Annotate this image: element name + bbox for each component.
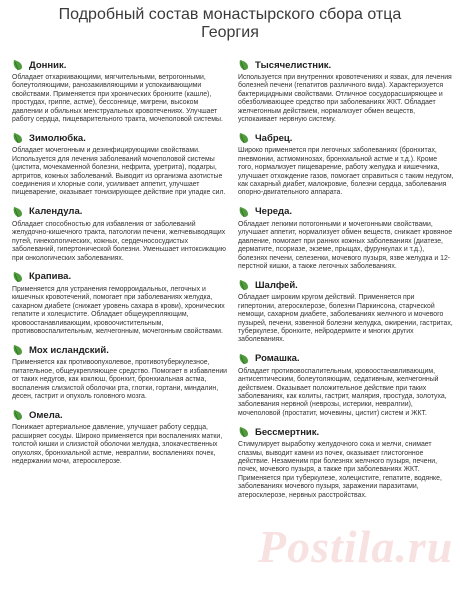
herb-card-chabrets xyxy=(238,131,454,197)
leaf-icon xyxy=(238,353,250,365)
herb-card-donnik xyxy=(12,58,228,124)
herb-description: Стимулирует выработку желудочного сока и желчи, снимает спазмы, выводит камни из почек, оказывает глистогонное действие. Незаменим при болезнях желчного пузыря, печени, почек, мочевого пузыря, а также при заболеваниях ЖКТ. Применяется при туберкулезе, холецистите, гепатите, водянке, заболеваниях мочевого пузыря, заражении паразитами, атеросклерозе, нервных расстройствах. xyxy=(238,441,442,499)
herb-description: Обладает противовоспалительным, кровоостанавливающим, антисептическим, болеутоляющим, седативным, желчегонный действием. Оказывает положительное действие при таких заболеваниях, как колиты, гастрит, малярия, простуда, золотуха, заболевания нервной (неврозы, истерики, невралгии), мочеполовой (простатит, мочевины, цистит) систем и ЖКТ. xyxy=(238,367,447,417)
leaf-icon xyxy=(238,59,250,71)
herb-card-shalfey xyxy=(238,278,454,344)
leaf-icon xyxy=(238,206,250,218)
herb-card-omela xyxy=(12,408,228,466)
leaf-icon xyxy=(12,271,24,283)
watermark: Postila.ru xyxy=(258,521,454,572)
leaf-icon xyxy=(238,279,250,291)
herb-name: Мох исландский. xyxy=(29,344,109,356)
herb-description: Используется при внутренних кровотечениях и язвах, для лечения болезней печени (гепатитов различного вида). Характеризуется бактерицидными свойствами. Отличное сосудорасширяющее и обезболивающее средство при заболеваниях ЖКТ. Обладает желчегонным действием, нормализует обмен веществ, успокаивает нервную систему. xyxy=(238,74,452,124)
herb-description: Обладает широким кругом действий. Применяется при гипертонии, атеросклерозе, болезни Паркинсона, старческой немощи, сахарном диабете, заболеваниях желчного и мочевого пузырей, печени, язвенной болезни желудка, ожирении, гастритах, туберкулезе, бронхите, нейродермите и многих других заболеваниях. xyxy=(238,294,453,344)
herb-card-zimolyubka xyxy=(12,131,228,197)
page-title xyxy=(10,6,450,42)
herb-name: Зимолюбка. xyxy=(29,132,86,144)
page-title-line-1: Подробный состав монастырского сбора отца xyxy=(58,6,402,23)
herb-card-moh xyxy=(12,343,228,401)
herb-card-tysyachelistnik xyxy=(238,58,454,124)
herb-name: Тысячелистник. xyxy=(255,59,332,71)
herb-name: Омела. xyxy=(29,409,63,421)
herb-description: Понижает артериальное давление, улучшает работу сердца, расширяет сосуды. Широко применяется при воспалениях матки, толстой кишки и слизистой оболочки желудка, злокачественных опухолях, бронхиальной астме, невралгии, воспалениях почек, недержании мочи, атеросклерозе. xyxy=(12,424,223,465)
herb-name: Шалфей. xyxy=(255,279,298,291)
leaf-icon xyxy=(238,426,250,438)
herb-card-bessmertnik xyxy=(238,425,454,500)
herb-name: Донник. xyxy=(29,59,67,71)
herb-description: Применяется как противоопухолевое, противотуберкулезное, питательное, общеукрепляющее средство. Помогает в избавлении от таких недугов, как коклюш, бронхит, бронхиальная астма, воспаления слизистой оболочки рта, глотки, гортани, миндалин, десен, гастрит и опухоль головного мозга. xyxy=(12,359,228,400)
leaf-icon xyxy=(12,409,24,421)
herb-name: Бессмертник. xyxy=(255,426,320,438)
herb-name: Ромашка. xyxy=(255,353,300,365)
herb-name: Крапива. xyxy=(29,271,72,283)
herb-name: Череда. xyxy=(255,206,292,218)
herb-description: Применяется для устранения геморроидальных, легочных и кишечных кровотечений, помогает при заболеваниях желудка, сахарном диабете (снижает уровень сахара в крови), хронических гепатите и холецистите. Обладает общеукрепляющим, кровоостанавливающим, кровоочистительным, противовоспалительным, желчегонным, мочегонным свойствами. xyxy=(12,285,225,335)
herb-description: Обладает мочегонным и дезинфицирующими свойствами. Используется для лечения заболеваний мочеполовой системы (цистита, мочекаменной болезни, нефрита, уретрита), подагры, артритов, кожных заболеваний. Выводит из организма азотистые соединения и хлорные соли, усиливает аппетит, улучшает пищеварение, оказывает тонизирующее действие при упадке сил. xyxy=(12,147,226,197)
herb-description: Обладает отхаркивающими, мягчительными, ветрогонными, болеутоляющими, ранозаживляющими и успокаивающими свойствами. Применяется при хронических бронхите (кашле), простудах, гриппе, астме), бессоннице, мигрени, высоком давлении и обильных менструальных кровотечениях. Улучшает работу сердца, пищеварительного тракта, мочеполовой системы. xyxy=(12,74,223,124)
herb-name: Чабрец. xyxy=(255,132,293,144)
leaf-icon xyxy=(12,344,24,356)
herb-card-chereda xyxy=(238,205,454,271)
leaf-icon xyxy=(12,206,24,218)
herb-name: Календула. xyxy=(29,206,83,218)
leaf-icon xyxy=(12,132,24,144)
herb-description: Обладает легкими потогонными и мочегонными свойствами, улучшает аппетит, нормализует обмен веществ, снижает кровяное давление, помогает при ранних кожных заболеваниях (диатезе, дерматите, псориазе, экземе, прыщах, фурункулах и т.д.), болезнях печени, селезенки, мочевого пузыря, язве желудка и 12-перстной кишки, а также легочных заболеваниях. xyxy=(238,220,453,270)
leaf-icon xyxy=(12,59,24,71)
herb-card-krapiva xyxy=(12,270,228,336)
herb-card-kalendula xyxy=(12,205,228,263)
right-column xyxy=(238,58,454,507)
page-title-line-2: Георгия xyxy=(201,24,259,41)
leaf-icon xyxy=(238,132,250,144)
herb-description: Широко применяется при легочных заболеваниях (бронхитах, пневмонии, астмоминозах, бронхиальной астме и т.д.). Кроме того, нормализует пищеварение, работу желудка и кишечника, улучшает отхождение газов, помогает справиться с таким недугом, как сахарный диабет, малокровие, болезни сердца, заболевания опорно-двигательного аппарата. xyxy=(238,147,454,197)
herb-description: Обладает способностью для избавления от заболеваний желудочно-кишечного тракта, патологии печени, желчевыводящих путей, гинекологических, кожных, сердечнососудистых заболеваний, гипертонической болезни. Уменьшает интоксикацию при онкологических заболеваниях. xyxy=(12,220,226,262)
herb-card-romashka xyxy=(238,352,454,418)
left-column xyxy=(12,58,228,473)
